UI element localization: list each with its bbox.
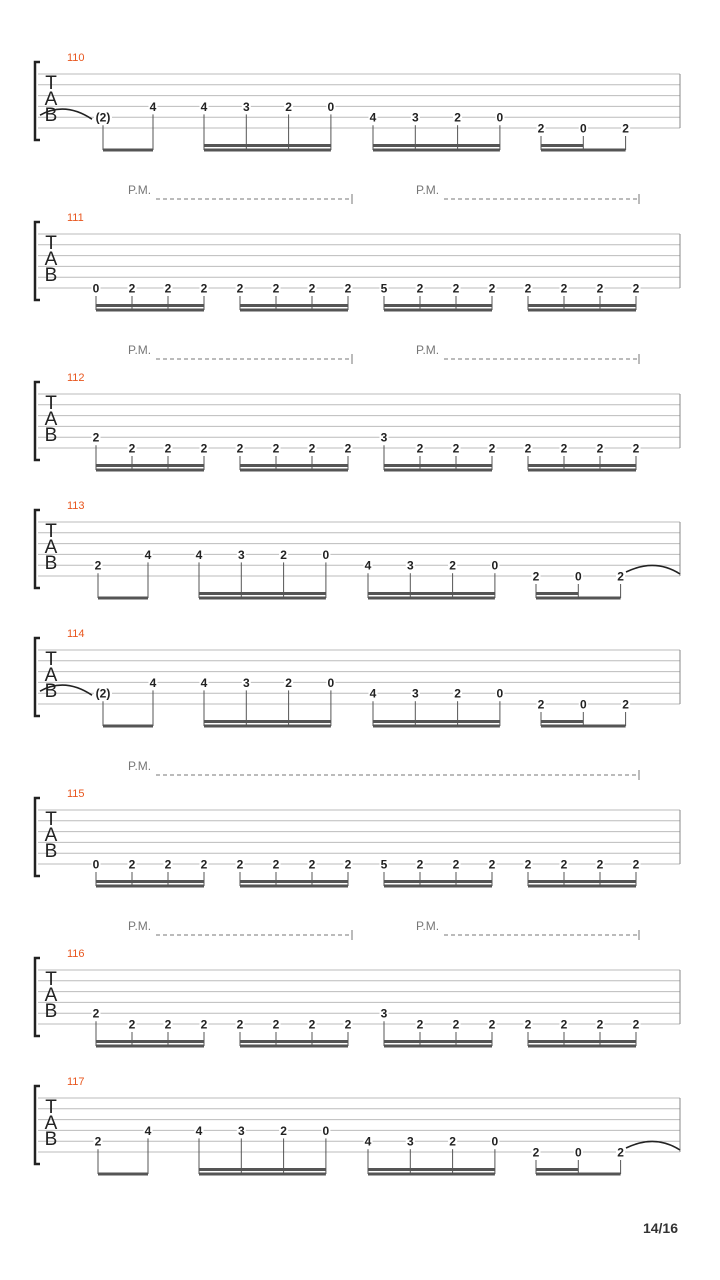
beam — [103, 149, 153, 152]
fret-number: 2 — [488, 281, 496, 296]
beam — [199, 597, 326, 600]
fret-number: 0 — [92, 281, 100, 296]
fret-number: 5 — [380, 281, 388, 296]
fret-number: 0 — [322, 547, 330, 562]
beam-secondary — [528, 304, 636, 307]
fret-number: 0 — [491, 558, 499, 573]
tie-out — [626, 565, 680, 574]
fret-number: 3 — [237, 547, 245, 562]
beam-secondary — [204, 144, 331, 147]
beam — [541, 149, 626, 152]
fret-number: 2 — [344, 441, 352, 456]
tab-clef-letter: T — [45, 233, 57, 254]
fret-number: 2 — [164, 281, 172, 296]
beam — [96, 469, 204, 472]
beam — [536, 597, 621, 600]
fret-number: 4 — [149, 675, 157, 690]
beam — [541, 725, 626, 728]
fret-number: 2 — [280, 547, 287, 562]
beam-secondary — [199, 592, 326, 595]
fret-number: 4 — [369, 110, 377, 125]
beam-secondary — [240, 880, 348, 883]
fret-number: 2 — [92, 1006, 100, 1021]
tab-clef-letter: A — [44, 985, 58, 1006]
fret-number: 2 — [94, 558, 102, 573]
fret-number: 2 — [416, 1017, 424, 1032]
beam — [98, 597, 148, 600]
fret-number: 0 — [491, 1134, 499, 1149]
fret-number: 2 — [524, 441, 532, 456]
fret-number: 2 — [449, 1134, 456, 1149]
tab-clef-letter: T — [45, 809, 57, 830]
beam-secondary — [240, 464, 348, 467]
beam — [98, 1173, 148, 1176]
fret-number: 0 — [579, 697, 587, 712]
fret-number: 4 — [195, 1123, 203, 1138]
fret-number: 3 — [406, 558, 414, 573]
fret-number: 4 — [195, 547, 203, 562]
fret-number: 2 — [308, 441, 316, 456]
fret-number: 2 — [272, 857, 280, 872]
tab-clef-letter: T — [45, 521, 57, 542]
fret-number: 2 — [632, 441, 640, 456]
fret-number: 2 — [617, 1145, 624, 1160]
measure-number: 117 — [67, 1076, 85, 1088]
fret-number: 0 — [327, 99, 335, 114]
fret-number: 2 — [236, 281, 244, 296]
beam — [373, 149, 500, 152]
measure-number: 113 — [67, 500, 85, 512]
tab-system — [35, 343, 680, 472]
tab-clef-letter: A — [44, 1113, 58, 1134]
tab-clef-letter: B — [44, 841, 58, 862]
fret-number: 4 — [200, 99, 208, 114]
beam — [96, 309, 204, 312]
tab-clef-letter: T — [45, 969, 57, 990]
fret-number: 2 — [632, 857, 640, 872]
beam — [536, 1173, 621, 1176]
tab-system — [35, 1076, 680, 1176]
fret-number: 2 — [537, 121, 545, 136]
palm-mute-label: P.M. — [128, 759, 152, 773]
beam — [240, 1045, 348, 1048]
palm-mute-label: P.M. — [416, 183, 440, 197]
beam-secondary — [384, 1040, 492, 1043]
fret-number: 2 — [200, 857, 208, 872]
tab-system — [35, 183, 680, 312]
beam-secondary — [368, 1168, 495, 1171]
fret-number: 2 — [164, 1017, 172, 1032]
fret-number: 2 — [272, 441, 280, 456]
fret-number: 0 — [322, 1123, 330, 1138]
tie-out — [626, 1141, 680, 1150]
fret-number: 0 — [92, 857, 100, 872]
fret-number: 2 — [532, 1145, 540, 1160]
fret-number: 0 — [574, 569, 582, 584]
beam-secondary — [536, 592, 578, 595]
fret-number: 2 — [622, 121, 629, 136]
fret-number: 2 — [449, 558, 456, 573]
fret-number: 2 — [280, 1123, 287, 1138]
fret-number: 2 — [128, 441, 136, 456]
measure-number: 111 — [67, 212, 84, 224]
fret-number: 2 — [524, 1017, 532, 1032]
fret-number: 2 — [524, 281, 532, 296]
fret-number: 2 — [416, 281, 424, 296]
palm-mute-label: P.M. — [416, 919, 440, 933]
measure-number: 110 — [67, 52, 85, 64]
tab-clef-letter: B — [44, 105, 58, 126]
fret-number: 2 — [488, 1017, 496, 1032]
beam-secondary — [96, 304, 204, 307]
beam — [528, 1045, 636, 1048]
fret-number: 2 — [236, 857, 244, 872]
fret-number: 2 — [128, 857, 136, 872]
beam — [204, 725, 331, 728]
fret-number: 2 — [416, 857, 424, 872]
palm-mute-label: P.M. — [128, 183, 152, 197]
fret-number: 4 — [149, 99, 157, 114]
palm-mute-label: P.M. — [128, 343, 152, 357]
beam — [96, 885, 204, 888]
beam-secondary — [384, 304, 492, 307]
beam — [384, 1045, 492, 1048]
fret-number: 2 — [200, 1017, 208, 1032]
fret-number: 4 — [144, 1123, 152, 1138]
fret-number: 2 — [416, 441, 424, 456]
fret-number: 2 — [452, 857, 460, 872]
tab-clef-letter: A — [44, 537, 58, 558]
fret-number: 2 — [596, 441, 604, 456]
beam — [199, 1173, 326, 1176]
fret-number: 2 — [488, 441, 496, 456]
fret-number: 0 — [496, 686, 504, 701]
beam — [240, 469, 348, 472]
fret-number: 2 — [94, 1134, 102, 1149]
fret-number: 2 — [200, 281, 208, 296]
tab-system — [35, 759, 680, 888]
fret-number: 2 — [617, 569, 624, 584]
tab-clef-letter: T — [45, 1097, 57, 1118]
fret-number: 3 — [411, 110, 419, 125]
beam-secondary — [96, 1040, 204, 1043]
fret-number: 2 — [285, 675, 292, 690]
fret-number: 2 — [596, 1017, 604, 1032]
fret-number: 2 — [344, 1017, 352, 1032]
fret-number: 2 — [285, 99, 292, 114]
tab-clef-letter: T — [45, 73, 57, 94]
fret-number: 2 — [272, 281, 280, 296]
tab-clef-letter: B — [44, 265, 58, 286]
measure-number: 112 — [67, 372, 85, 384]
tab-clef-letter: A — [44, 665, 58, 686]
beam — [204, 149, 331, 152]
fret-number: 3 — [380, 1006, 388, 1021]
fret-number: 2 — [452, 441, 460, 456]
beam — [528, 469, 636, 472]
fret-number: 2 — [200, 441, 208, 456]
fret-number: 2 — [128, 1017, 136, 1032]
beam — [240, 309, 348, 312]
tab-clef-letter: A — [44, 409, 58, 430]
fret-number: 0 — [496, 110, 504, 125]
beam-secondary — [240, 304, 348, 307]
fret-number: 2 — [560, 1017, 568, 1032]
fret-number: 2 — [452, 281, 460, 296]
beam-secondary — [528, 464, 636, 467]
palm-mute-label: P.M. — [128, 919, 152, 933]
fret-number: 3 — [411, 686, 419, 701]
beam — [528, 885, 636, 888]
fret-number: 4 — [369, 686, 377, 701]
beam-secondary — [96, 464, 204, 467]
fret-number: 2 — [308, 857, 316, 872]
fret-number: 2 — [532, 569, 540, 584]
fret-number: 2 — [92, 430, 100, 445]
fret-number: 2 — [537, 697, 545, 712]
fret-number: 2 — [560, 857, 568, 872]
fret-number: 3 — [242, 675, 250, 690]
fret-number: 5 — [380, 857, 388, 872]
fret-number: 4 — [144, 547, 152, 562]
beam-secondary — [199, 1168, 326, 1171]
tab-clef-letter: B — [44, 1001, 58, 1022]
fret-number: 3 — [237, 1123, 245, 1138]
fret-number: 4 — [364, 558, 372, 573]
beam-secondary — [368, 592, 495, 595]
page-number: 14/16 — [642, 1220, 678, 1236]
tab-clef-letter: T — [45, 649, 57, 670]
beam — [373, 725, 500, 728]
beam — [103, 725, 153, 728]
beam — [384, 309, 492, 312]
fret-number: 2 — [236, 441, 244, 456]
tab-system — [35, 500, 680, 600]
fret-number: 2 — [488, 857, 496, 872]
fret-number: 2 — [452, 1017, 460, 1032]
fret-number: 3 — [242, 99, 250, 114]
beam — [96, 1045, 204, 1048]
beam-secondary — [541, 144, 583, 147]
beam-secondary — [204, 720, 331, 723]
tab-system — [35, 52, 680, 152]
fret-number: 0 — [574, 1145, 582, 1160]
tab-clef-letter: A — [44, 825, 58, 846]
tab-clef-letter: T — [45, 393, 57, 414]
beam — [240, 885, 348, 888]
tab-clef-letter: A — [44, 89, 58, 110]
beam — [384, 469, 492, 472]
fret-number: 2 — [622, 697, 629, 712]
tab-clef-letter: B — [44, 553, 58, 574]
tab-clef-letter: B — [44, 425, 58, 446]
fret-number: 4 — [200, 675, 208, 690]
fret-number: 4 — [364, 1134, 372, 1149]
fret-number: 2 — [164, 857, 172, 872]
beam — [368, 597, 495, 600]
palm-mute-label: P.M. — [416, 343, 440, 357]
fret-number: 2 — [632, 1017, 640, 1032]
fret-number: 2 — [454, 686, 461, 701]
measure-number: 115 — [67, 788, 85, 800]
beam-secondary — [528, 880, 636, 883]
tab-system — [35, 919, 680, 1048]
fret-number: 2 — [164, 441, 172, 456]
fret-number: 2 — [632, 281, 640, 296]
fret-number: (2) — [95, 686, 111, 701]
fret-number: (2) — [95, 110, 111, 125]
beam — [368, 1173, 495, 1176]
fret-number: 2 — [272, 1017, 280, 1032]
fret-number: 2 — [596, 281, 604, 296]
fret-number: 2 — [560, 281, 568, 296]
fret-number: 3 — [406, 1134, 414, 1149]
beam — [528, 309, 636, 312]
fret-number: 2 — [596, 857, 604, 872]
fret-number: 2 — [308, 281, 316, 296]
beam — [384, 885, 492, 888]
beam-secondary — [373, 144, 500, 147]
beam-secondary — [96, 880, 204, 883]
tab-system — [35, 628, 680, 728]
fret-number: 3 — [380, 430, 388, 445]
beam-secondary — [536, 1168, 578, 1171]
tab-clef-letter: B — [44, 681, 58, 702]
fret-number: 2 — [560, 441, 568, 456]
tab-clef-letter: B — [44, 1129, 58, 1150]
beam-secondary — [384, 464, 492, 467]
fret-number: 2 — [236, 1017, 244, 1032]
tab-clef-letter: A — [44, 249, 58, 270]
fret-number: 0 — [327, 675, 335, 690]
fret-number: 2 — [344, 857, 352, 872]
fret-number: 2 — [454, 110, 461, 125]
fret-number: 2 — [344, 281, 352, 296]
fret-number: 2 — [524, 857, 532, 872]
beam-secondary — [373, 720, 500, 723]
fret-number: 2 — [308, 1017, 316, 1032]
measure-number: 116 — [67, 948, 85, 960]
beam-secondary — [384, 880, 492, 883]
beam-secondary — [240, 1040, 348, 1043]
beam-secondary — [528, 1040, 636, 1043]
beam-secondary — [541, 720, 583, 723]
fret-number: 0 — [579, 121, 587, 136]
measure-number: 114 — [67, 628, 85, 640]
fret-number: 2 — [128, 281, 136, 296]
